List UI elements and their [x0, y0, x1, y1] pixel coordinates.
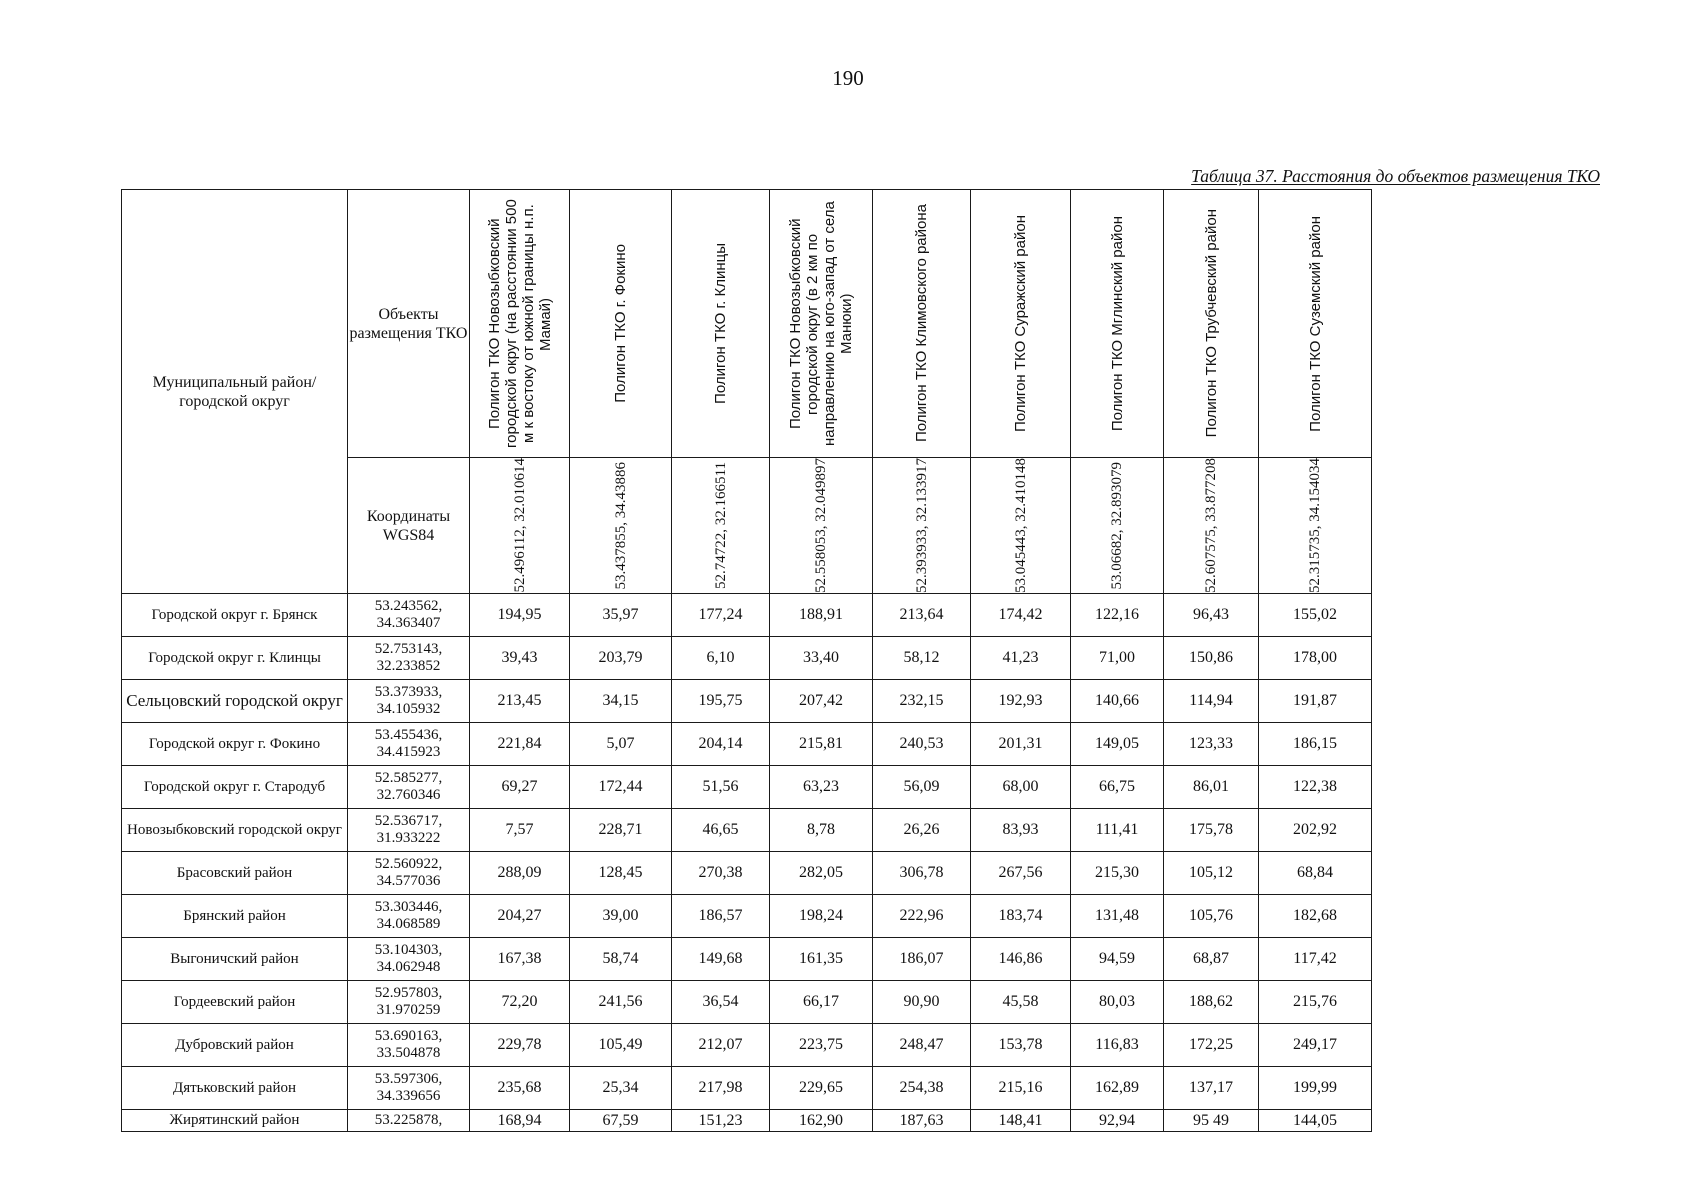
- distance-cell: 92,94: [1071, 1110, 1164, 1132]
- table-row: [122, 938, 1372, 981]
- distance-cell: 83,93: [971, 809, 1071, 852]
- facility-name: Полигон ТКО Климовского района: [913, 204, 930, 443]
- distance-cell: 72,20: [470, 981, 570, 1024]
- municipality-name: Городской округ г. Клинцы: [122, 637, 348, 680]
- distance-cell: 7,57: [470, 809, 570, 852]
- distance-cell: 204,27: [470, 895, 570, 938]
- facility-header: [672, 190, 770, 458]
- distance-cell: 25,34: [570, 1067, 672, 1110]
- distance-cell: 128,45: [570, 852, 672, 895]
- table-row: [122, 723, 1372, 766]
- distance-cell: 114,94: [1164, 680, 1259, 723]
- distance-table: [121, 189, 1372, 1132]
- distance-cell: 58,74: [570, 938, 672, 981]
- facility-coordinates-text: 53.045443, 32.410148: [1012, 458, 1029, 593]
- distance-cell: 161,35: [770, 938, 873, 981]
- municipality-name: Дубровский район: [122, 1024, 348, 1067]
- distance-cell: 95 49: [1164, 1110, 1259, 1132]
- table-row: [122, 1024, 1372, 1067]
- distance-cell: 68,84: [1259, 852, 1372, 895]
- distance-cell: 174,42: [971, 594, 1071, 637]
- facility-name: Полигон ТКО Трубчевский район: [1202, 209, 1220, 438]
- municipality-coordinates: 53.690163, 33.504878: [348, 1024, 470, 1067]
- table-row: [122, 895, 1372, 938]
- facility-coordinates: [770, 458, 873, 594]
- facility-coordinates-text: 53.437855, 34.43886: [612, 461, 629, 590]
- facility-header: [1071, 190, 1164, 458]
- distance-cell: 131,48: [1071, 895, 1164, 938]
- distance-cell: 137,17: [1164, 1067, 1259, 1110]
- distance-cell: 94,59: [1071, 938, 1164, 981]
- table-row: [122, 766, 1372, 809]
- distance-cell: 68,00: [971, 766, 1071, 809]
- facility-header: [470, 190, 570, 458]
- table-row: [122, 1067, 1372, 1110]
- municipality-name: Городской округ г. Стародуб: [122, 766, 348, 809]
- facility-coordinates: [1259, 458, 1372, 594]
- distance-cell: 146,86: [971, 938, 1071, 981]
- distance-cell: 249,17: [1259, 1024, 1372, 1067]
- table-row: [122, 680, 1372, 723]
- distance-cell: 267,56: [971, 852, 1071, 895]
- distance-cell: 254,38: [873, 1067, 971, 1110]
- facility-coordinates-text: 52.74722, 32.166511: [712, 462, 729, 589]
- municipality-coordinates: 53.373933, 34.105932: [348, 680, 470, 723]
- distance-cell: 117,42: [1259, 938, 1372, 981]
- facility-coordinates-text: 52.393933, 32.133917: [913, 458, 930, 593]
- distance-cell: 215,30: [1071, 852, 1164, 895]
- distance-cell: 155,02: [1259, 594, 1372, 637]
- municipality-name: Выгоничский район: [122, 938, 348, 981]
- distance-cell: 199,99: [1259, 1067, 1372, 1110]
- distance-cell: 148,41: [971, 1110, 1071, 1132]
- distance-cell: 288,09: [470, 852, 570, 895]
- distance-cell: 51,56: [672, 766, 770, 809]
- table-row: [122, 637, 1372, 680]
- facility-name: Полигон ТКО Суземский район: [1306, 215, 1324, 432]
- distance-cell: 186,07: [873, 938, 971, 981]
- distance-cell: 41,23: [971, 637, 1071, 680]
- distance-cell: 177,24: [672, 594, 770, 637]
- facility-header: [570, 190, 672, 458]
- municipality-name: Гордеевский район: [122, 981, 348, 1024]
- facility-header: [1259, 190, 1372, 458]
- table-row: [122, 594, 1372, 637]
- distance-cell: 282,05: [770, 852, 873, 895]
- distance-cell: 26,26: [873, 809, 971, 852]
- municipality-coordinates: 52.753143, 32.233852: [348, 637, 470, 680]
- facility-coordinates-text: 52.607575, 33.877208: [1203, 458, 1219, 593]
- distance-cell: 217,98: [672, 1067, 770, 1110]
- coordinates-label: Координаты WGS84: [348, 458, 470, 594]
- header-row: [122, 190, 1372, 458]
- distance-cell: 36,54: [672, 981, 770, 1024]
- municipality-name: Городской округ г. Брянск: [122, 594, 348, 637]
- distance-cell: 86,01: [1164, 766, 1259, 809]
- distance-cell: 122,38: [1259, 766, 1372, 809]
- distance-cell: 175,78: [1164, 809, 1259, 852]
- distance-cell: 204,14: [672, 723, 770, 766]
- facility-name: Полигон ТКО г. Клинцы: [712, 243, 729, 404]
- distance-cell: 39,43: [470, 637, 570, 680]
- distance-cell: 140,66: [1071, 680, 1164, 723]
- municipality-coordinates: 53.243562, 34.363407: [348, 594, 470, 637]
- municipality-coordinates: 53.303446, 34.068589: [348, 895, 470, 938]
- distance-cell: 34,15: [570, 680, 672, 723]
- distance-cell: 213,64: [873, 594, 971, 637]
- municipality-coordinates: 52.560922, 34.577036: [348, 852, 470, 895]
- facility-name: Полигон ТКО г. Фокино: [612, 244, 629, 403]
- distance-cell: 162,90: [770, 1110, 873, 1132]
- table-row: [122, 981, 1372, 1024]
- facility-coordinates: [1071, 458, 1164, 594]
- distance-cell: 212,07: [672, 1024, 770, 1067]
- municipality-coordinates: 52.957803, 31.970259: [348, 981, 470, 1024]
- municipality-coordinates: 53.597306, 34.339656: [348, 1067, 470, 1110]
- distance-cell: 122,16: [1071, 594, 1164, 637]
- distance-cell: 56,09: [873, 766, 971, 809]
- distance-cell: 168,94: [470, 1110, 570, 1132]
- municipality-name: Жирятинский район: [122, 1110, 348, 1132]
- distance-cell: 66,75: [1071, 766, 1164, 809]
- facility-coordinates: [470, 458, 570, 594]
- facility-coordinates: [873, 458, 971, 594]
- facility-coordinates: [672, 458, 770, 594]
- distance-cell: 116,83: [1071, 1024, 1164, 1067]
- municipality-name: Сельцовский городской округ: [122, 680, 348, 723]
- table-row: [122, 809, 1372, 852]
- distance-cell: 33,40: [770, 637, 873, 680]
- municipality-coordinates: 52.585277, 32.760346: [348, 766, 470, 809]
- distance-cell: 187,63: [873, 1110, 971, 1132]
- facility-name: Полигон ТКО Новозыбковский городской округ (на расстоянии 500 м к востоку от южной границы н.п. Мамай): [485, 199, 554, 448]
- distance-cell: 67,59: [570, 1110, 672, 1132]
- distance-cell: 123,33: [1164, 723, 1259, 766]
- table-row: [122, 1110, 1372, 1132]
- distance-cell: 223,75: [770, 1024, 873, 1067]
- distance-cell: 215,81: [770, 723, 873, 766]
- municipality-coordinates: 53.104303, 34.062948: [348, 938, 470, 981]
- municipality-coordinates: 53.455436, 34.415923: [348, 723, 470, 766]
- distance-cell: 68,87: [1164, 938, 1259, 981]
- facility-name: Полигон ТКО Суражский район: [1012, 215, 1029, 432]
- distance-cell: 201,31: [971, 723, 1071, 766]
- distance-cell: 66,17: [770, 981, 873, 1024]
- distance-cell: 207,42: [770, 680, 873, 723]
- facility-coordinates: [971, 458, 1071, 594]
- distance-cell: 80,03: [1071, 981, 1164, 1024]
- distance-cell: 240,53: [873, 723, 971, 766]
- distance-cell: 144,05: [1259, 1110, 1372, 1132]
- facility-header: [971, 190, 1071, 458]
- distance-cell: 248,47: [873, 1024, 971, 1067]
- distance-cell: 186,15: [1259, 723, 1372, 766]
- distance-cell: 172,25: [1164, 1024, 1259, 1067]
- distance-cell: 194,95: [470, 594, 570, 637]
- municipality-name: Дятьковский район: [122, 1067, 348, 1110]
- distance-cell: 149,68: [672, 938, 770, 981]
- municipality-name: Брянский район: [122, 895, 348, 938]
- distance-cell: 6,10: [672, 637, 770, 680]
- distance-cell: 188,62: [1164, 981, 1259, 1024]
- distance-cell: 229,78: [470, 1024, 570, 1067]
- distance-cell: 191,87: [1259, 680, 1372, 723]
- distance-cell: 178,00: [1259, 637, 1372, 680]
- distance-cell: 195,75: [672, 680, 770, 723]
- distance-cell: 215,76: [1259, 981, 1372, 1024]
- distance-cell: 203,79: [570, 637, 672, 680]
- distance-cell: 221,84: [470, 723, 570, 766]
- distance-cell: 235,68: [470, 1067, 570, 1110]
- distance-cell: 71,00: [1071, 637, 1164, 680]
- page-number: 190: [832, 66, 864, 90]
- facility-coordinates-text: 53.06682, 32.893079: [1109, 461, 1125, 590]
- distance-cell: 150,86: [1164, 637, 1259, 680]
- facility-header: [873, 190, 971, 458]
- distance-cell: 105,76: [1164, 895, 1259, 938]
- table-row: [122, 852, 1372, 895]
- distance-cell: 183,74: [971, 895, 1071, 938]
- distance-cell: 192,93: [971, 680, 1071, 723]
- facility-coordinates-text: 52.496112, 32.010614: [511, 458, 528, 593]
- facility-name: Полигон ТКО Новозыбковский городской округ (в 2 км по направлению на юго-запад от села Манюки): [787, 201, 855, 446]
- distance-cell: 151,23: [672, 1110, 770, 1132]
- distance-cell: 90,90: [873, 981, 971, 1024]
- distance-cell: 111,41: [1071, 809, 1164, 852]
- distance-cell: 96,43: [1164, 594, 1259, 637]
- distance-cell: 63,23: [770, 766, 873, 809]
- distance-cell: 222,96: [873, 895, 971, 938]
- facility-coordinates: [570, 458, 672, 594]
- facility-header: [770, 190, 873, 458]
- objects-header: Объекты размещения ТКО: [348, 190, 470, 458]
- distance-cell: 45,58: [971, 981, 1071, 1024]
- facility-coordinates-text: 52.558053, 32.049897: [813, 458, 829, 593]
- distance-cell: 46,65: [672, 809, 770, 852]
- distance-cell: 162,89: [1071, 1067, 1164, 1110]
- distance-cell: 172,44: [570, 766, 672, 809]
- distance-cell: 232,15: [873, 680, 971, 723]
- table-caption: Таблица 37. Расстояния до объектов размещения ТКО: [1191, 166, 1600, 186]
- distance-cell: 8,78: [770, 809, 873, 852]
- municipality-name: Брасовский район: [122, 852, 348, 895]
- distance-cell: 198,24: [770, 895, 873, 938]
- distance-cell: 69,27: [470, 766, 570, 809]
- facility-name: Полигон ТКО Мглинский район: [1108, 215, 1126, 432]
- municipality-name: Городской округ г. Фокино: [122, 723, 348, 766]
- distance-cell: 213,45: [470, 680, 570, 723]
- municipality-header: Муниципальный район/городской округ: [122, 190, 348, 594]
- distance-cell: 182,68: [1259, 895, 1372, 938]
- distance-cell: 5,07: [570, 723, 672, 766]
- facility-coordinates-text: 52.315735, 34.154034: [1307, 458, 1323, 593]
- distance-cell: 202,92: [1259, 809, 1372, 852]
- distance-cell: 215,16: [971, 1067, 1071, 1110]
- facility-header: [1164, 190, 1259, 458]
- municipality-coordinates: 53.225878,: [348, 1110, 470, 1132]
- distance-cell: 39,00: [570, 895, 672, 938]
- distance-cell: 306,78: [873, 852, 971, 895]
- distance-cell: 241,56: [570, 981, 672, 1024]
- distance-cell: 105,12: [1164, 852, 1259, 895]
- distance-cell: 167,38: [470, 938, 570, 981]
- distance-cell: 186,57: [672, 895, 770, 938]
- distance-cell: 270,38: [672, 852, 770, 895]
- distance-cell: 105,49: [570, 1024, 672, 1067]
- distance-cell: 228,71: [570, 809, 672, 852]
- municipality-coordinates: 52.536717, 31.933222: [348, 809, 470, 852]
- distance-cell: 153,78: [971, 1024, 1071, 1067]
- distance-cell: 58,12: [873, 637, 971, 680]
- distance-cell: 149,05: [1071, 723, 1164, 766]
- facility-coordinates: [1164, 458, 1259, 594]
- distance-cell: 229,65: [770, 1067, 873, 1110]
- municipality-name: Новозыбковский городской округ: [122, 809, 348, 852]
- distance-cell: 35,97: [570, 594, 672, 637]
- distance-cell: 188,91: [770, 594, 873, 637]
